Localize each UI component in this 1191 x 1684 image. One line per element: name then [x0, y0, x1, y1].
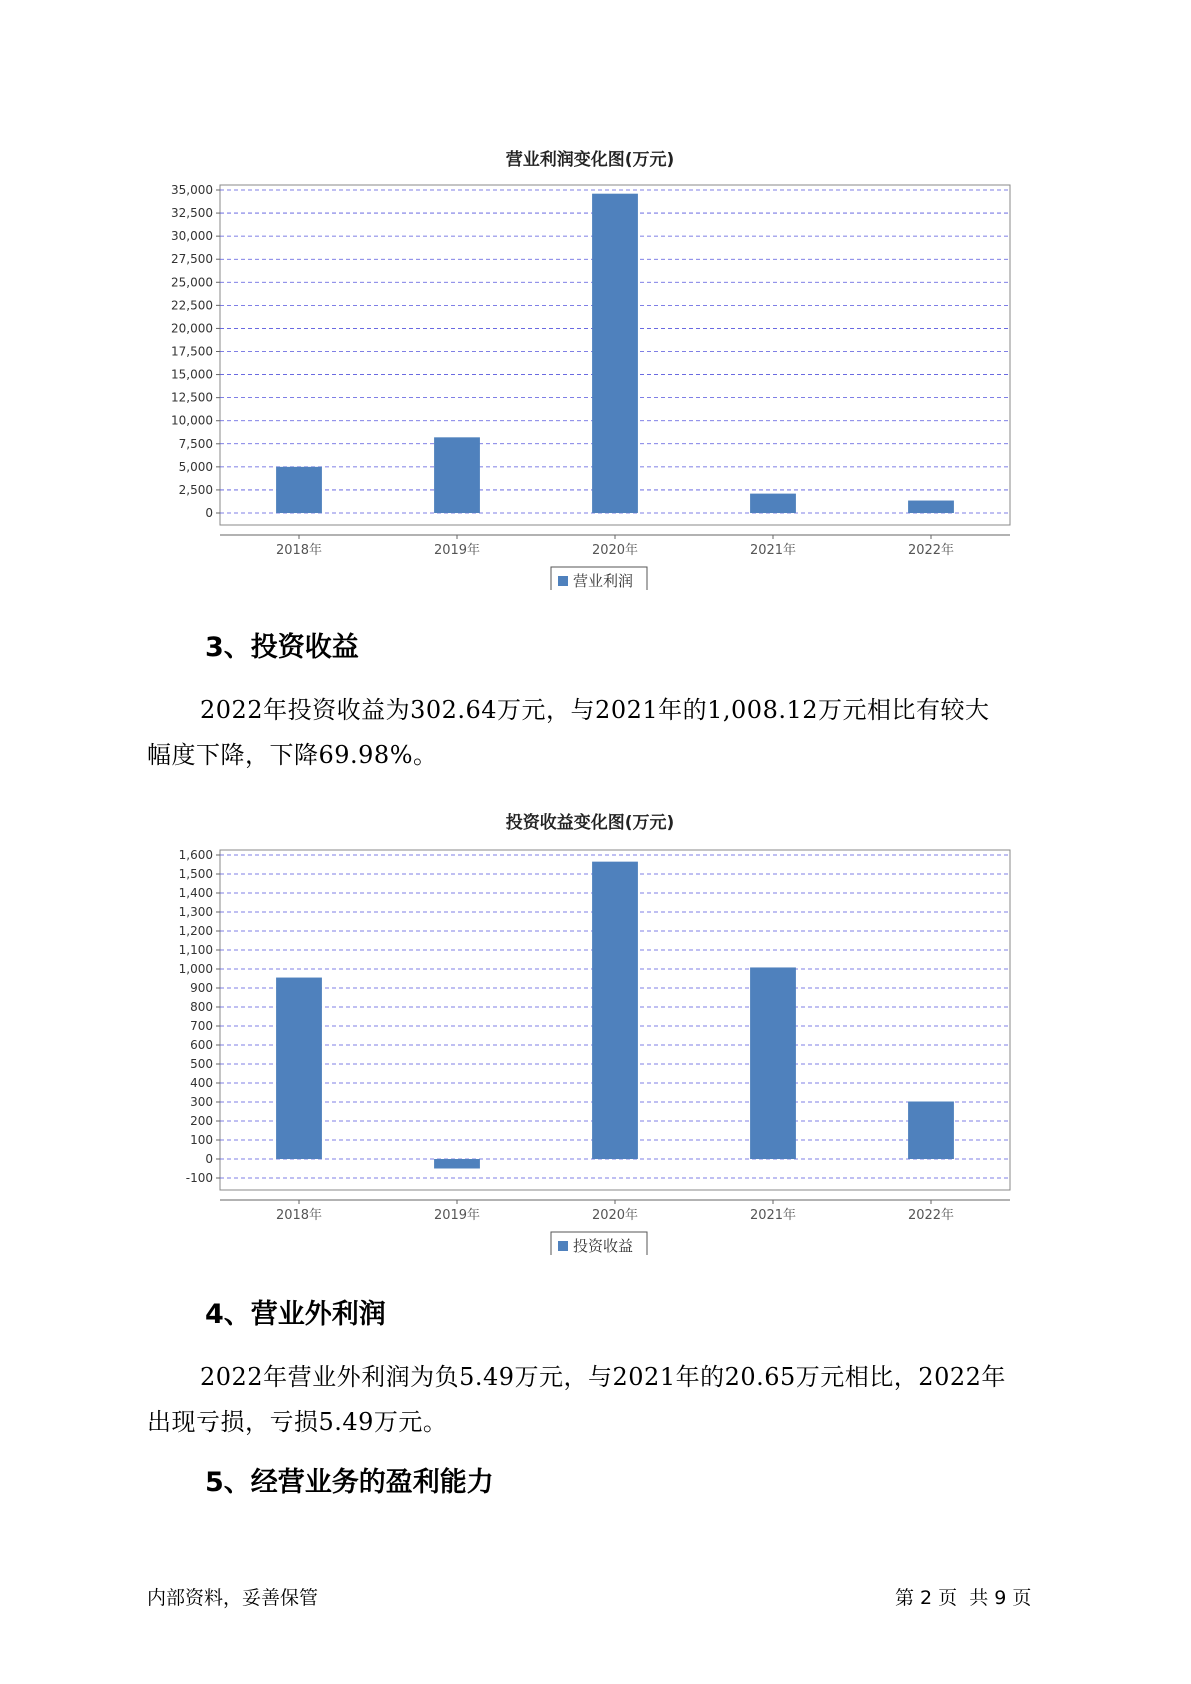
y-tick-label: 100: [190, 1133, 213, 1147]
x-tick-label: 2019年: [433, 1208, 481, 1223]
investment-income-chart-svg: [150, 835, 1030, 1255]
section-4-line-1: 2022年营业外利润为负5.49万元，与2021年的20.65万元相比，2022年: [200, 1363, 1006, 1391]
y-tick-label: 1,300: [178, 905, 213, 919]
y-tick-label: 10,000: [171, 413, 213, 428]
y-tick-label: 600: [190, 1038, 213, 1052]
operating-profit-chart: [150, 170, 1030, 594]
bar: [908, 501, 954, 513]
bar: [434, 437, 480, 513]
x-tick-label: 2021年: [749, 1208, 797, 1223]
x-tick-label: 2020年: [591, 543, 639, 558]
y-tick-label: 1,000: [178, 962, 213, 976]
x-tick-label: 2022年: [907, 1208, 955, 1223]
y-tick-label: 1,600: [178, 848, 213, 862]
section-3-line-1: 2022年投资收益为302.64万元，与2021年的1,008.12万元相比有较大: [200, 696, 990, 724]
y-tick-label: 17,500: [171, 344, 213, 359]
section-3-paragraph: [147, 688, 1067, 778]
x-tick-label: 2020年: [591, 1208, 639, 1223]
y-tick-label: 800: [190, 1000, 213, 1014]
chart1-title: 营业利润变化图(万元): [505, 150, 675, 170]
investment-income-chart: [150, 835, 1030, 1259]
y-tick-label: 7,500: [178, 436, 213, 451]
y-tick-label: 1,200: [178, 924, 213, 938]
y-tick-label: 2,500: [178, 482, 213, 497]
bar: [592, 862, 638, 1159]
bar: [276, 978, 322, 1159]
x-tick-label: 2019年: [433, 543, 481, 558]
y-tick-label: 5,000: [178, 459, 213, 474]
section-4-paragraph: [147, 1355, 1067, 1445]
y-tick-label: 0: [205, 506, 213, 520]
section-3-line-2: 幅度下降，下降69.98%。: [147, 741, 438, 769]
section-4-heading: 4、营业外利润: [205, 1299, 386, 1330]
y-tick-label: 1,400: [178, 886, 213, 900]
operating-profit-chart-svg: [150, 170, 1030, 590]
bar: [276, 467, 322, 513]
bar: [592, 194, 638, 513]
chart2-title: 投资收益变化图(万元): [505, 813, 675, 833]
x-tick-label: 2021年: [749, 543, 797, 558]
footer-confidential-note: 内部资料，妥善保管: [147, 1587, 319, 1609]
y-tick-label: 1,100: [178, 943, 213, 957]
y-tick-label: 200: [190, 1114, 213, 1128]
y-tick-label: 15,000: [171, 367, 213, 382]
y-tick-label: 700: [190, 1019, 213, 1033]
y-tick-label: -100: [185, 1171, 213, 1185]
y-tick-label: 400: [190, 1076, 213, 1090]
y-tick-label: 27,500: [171, 252, 213, 267]
legend-swatch: [558, 576, 568, 586]
legend: [551, 567, 647, 590]
y-tick-label: 22,500: [171, 298, 213, 313]
y-tick-label: 25,000: [171, 275, 213, 290]
legend: [551, 1232, 647, 1255]
y-tick-label: 30,000: [171, 229, 213, 244]
bar: [434, 1159, 480, 1169]
section-5-heading: 5、经营业务的盈利能力: [205, 1467, 494, 1498]
section-3-heading: 3、投资收益: [205, 632, 359, 663]
legend-swatch: [558, 1241, 568, 1251]
y-tick-label: 35,000: [171, 183, 213, 197]
x-tick-label: 2022年: [907, 543, 955, 558]
y-tick-label: 1,500: [178, 867, 213, 881]
y-tick-label: 12,500: [171, 390, 213, 405]
x-tick-label: 2018年: [275, 1208, 323, 1223]
bar: [908, 1101, 954, 1159]
y-tick-label: 900: [190, 981, 213, 995]
y-tick-label: 32,500: [171, 206, 213, 221]
legend-label: 投资收益: [573, 1237, 634, 1255]
footer-page-number: 第 2 页 共 9 页: [895, 1587, 1032, 1609]
y-tick-label: 500: [190, 1057, 213, 1071]
y-tick-label: 20,000: [171, 321, 213, 336]
legend-label: 营业利润: [573, 572, 634, 590]
y-tick-label: 0: [205, 1152, 213, 1166]
bar: [750, 967, 796, 1159]
y-tick-label: 300: [190, 1095, 213, 1109]
x-tick-label: 2018年: [275, 543, 323, 558]
bar: [750, 494, 796, 513]
section-4-line-2: 出现亏损，亏损5.49万元。: [147, 1408, 448, 1436]
